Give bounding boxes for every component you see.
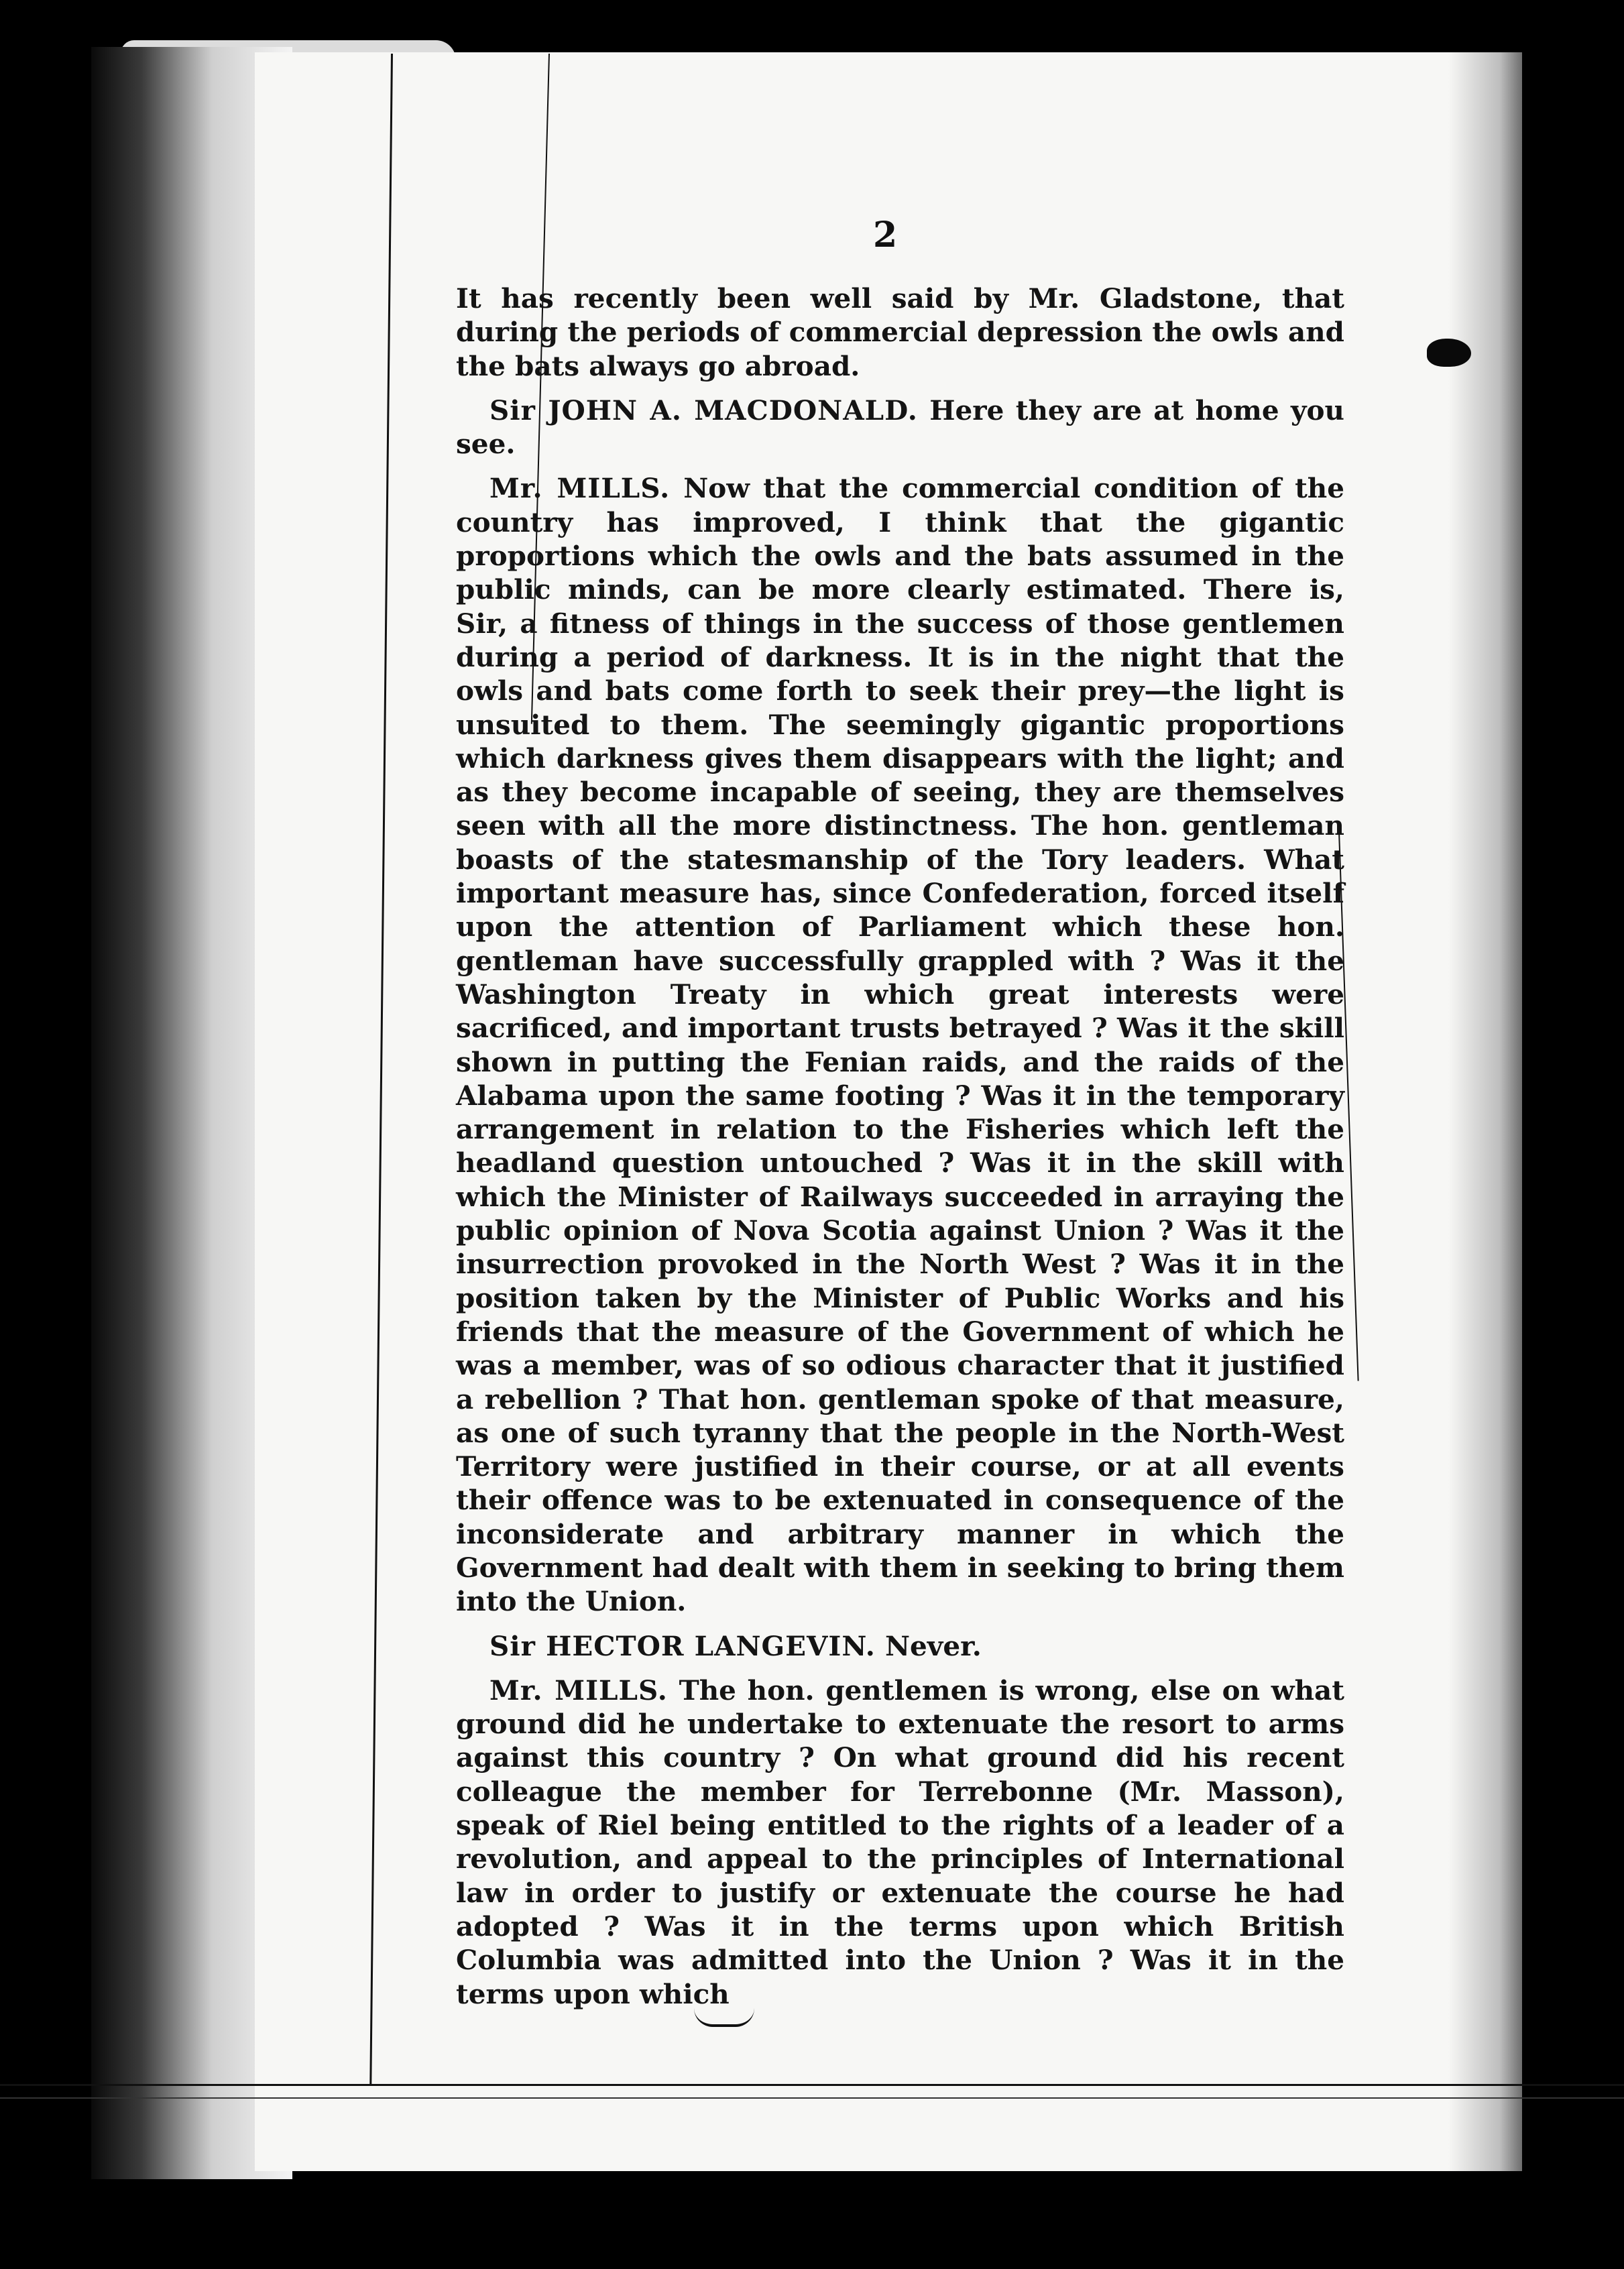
- paragraph-text: The hon. gentlemen is wrong, else on what ground did he undertake to extenuate the resort to arms against this country ? On what ground did his recent colleague the member for Terrebonne (Mr. Masson), speak of Riel being entitled to the rights of a leader of a revolution, and appeal to the principles of International law in order to justify or extenuate the course he had adopted ? Was it in the terms upon which British Columbia was admitted into the Union ? Was it in the terms upon which: [456, 1674, 1344, 2010]
- speaker-name: Mr. MILLS.: [489, 472, 671, 505]
- paragraph-text: It has recently been well said by Mr. Gladstone, that during the periods of commercial depression the owls and the bats always go abroad.: [456, 282, 1344, 382]
- paragraph-5: [456, 1674, 1344, 2011]
- paragraph-4: [456, 1629, 1344, 1663]
- paragraph-text: Here they are at home you see.: [456, 394, 1344, 461]
- speaker-name: Sir JOHN A. MACDONALD.: [489, 394, 918, 426]
- scanner-rule: [0, 2097, 1624, 2099]
- paragraph-3: [456, 471, 1344, 1618]
- page-number: 2: [873, 215, 898, 255]
- paragraph-1: [456, 282, 1344, 383]
- document-body: [456, 282, 1344, 2022]
- paragraph-text: Never.: [885, 1629, 982, 1662]
- scanner-rule: [0, 2084, 1624, 2086]
- paragraph-2: [456, 394, 1344, 461]
- paragraph-text: Now that the commercial condition of the country has improved, I think that the gigantic proportions which the owls and the bats assumed in the public minds, can be more clearly estimated. There is, Sir, a fitness of things in the success of those gentlemen during a period of darkness. It is in the night that the owls and bats come forth to seek their prey—the light is unsuited to them. The seemingly gigantic proportions which darkness gives them disappears with the light; and as they become incapable of seeing, they are themselves seen with all the more distinctness. The hon. gentleman boasts of the statesmanship of the Tory leaders. What important measure has, since Confederation, forced itself upon the attention of Parliament which these hon. gentleman have successfully grappled with ? Was it the Washington Treaty in which great interests were sacrificed, and important trusts betrayed ? Was it the skill shown in putting the Fenian raids, and the raids of the Alabama upon the same footing ? Was it in the temporary arrangement in relation to the Fisheries which left the headland question untouched ? Was it in the skill with which the Minister of Railways succeeded in arraying the public opinion of Nova Scotia against Union ? Was it the insurrection provoked in the North West ? Was it in the position taken by the Minister of Public Works and his friends that the measure of the Government of which he was a member, was of so odious character that it justified a rebellion ? That hon. gentleman spoke of that measure, as one of such tyranny that the people in the North-West Territory were justified in their course, or at all events their offence was to be extenuated in consequence of the inconsiderate and arbitrary manner in which the Government had dealt with them in seeking to bring them into the Union.: [456, 472, 1344, 1618]
- page-right-shadow: [1448, 52, 1522, 2171]
- speaker-name: Mr. MILLS.: [489, 1674, 668, 1706]
- speaker-name: Sir HECTOR LANGEVIN.: [489, 1629, 876, 1662]
- ink-blot: [1427, 339, 1471, 367]
